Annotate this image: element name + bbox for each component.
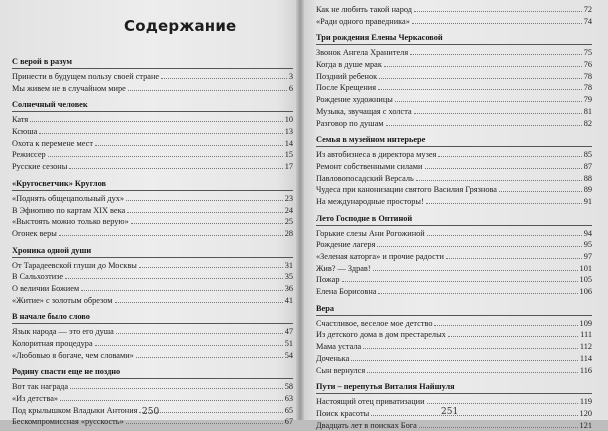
dot-leader: [161, 78, 287, 79]
section-heading: Лето Господне в Оптиной: [316, 213, 413, 223]
dot-leader: [128, 90, 287, 91]
entry-title: Рождение лагеря: [316, 240, 376, 250]
entry-title: «Любовью я богаче, чем словами»: [12, 350, 134, 360]
dot-leader: [363, 348, 578, 349]
toc-entry: [316, 47, 592, 59]
toc-entry: [12, 228, 293, 240]
entry-title: На международные просторы!: [316, 196, 424, 206]
toc-entry: [316, 106, 592, 118]
entry-page-number: 82: [583, 118, 592, 128]
entry-page-number: 31: [284, 260, 293, 270]
dot-leader: [371, 415, 577, 416]
entry-page-number: 116: [579, 365, 592, 375]
dot-leader: [342, 281, 578, 282]
dot-leader: [427, 235, 582, 236]
entry-title: От Тарадеевской глуши до Москвы: [12, 260, 137, 270]
entry-page-number: 120: [579, 408, 592, 418]
toc-entry: [12, 161, 293, 173]
entry-title: Доченька: [316, 353, 350, 363]
entry-title: Чудеса при канонизации святого Василия Грязнова: [316, 185, 497, 195]
section-rule: [12, 378, 293, 379]
entry-title: Двадцать лет в поисках Бога: [316, 420, 417, 430]
toc-entry: [12, 216, 293, 228]
section-heading: Хроника одной души: [12, 245, 92, 255]
toc-entry: [316, 59, 592, 71]
section-rule: [316, 146, 592, 147]
toc-entry: [12, 260, 293, 272]
entry-page-number: 81: [583, 106, 592, 116]
page-title: Содержание: [124, 17, 237, 35]
section-heading: Семья в музейном интерьере: [316, 135, 426, 145]
toc-entry: [12, 338, 293, 350]
entry-title: Когда в душе мрак: [316, 60, 382, 70]
toc-entry: [316, 4, 592, 16]
toc-entry: [316, 228, 592, 240]
toc-entry: [316, 161, 592, 173]
page-number: 250: [142, 407, 160, 417]
toc-entry: [316, 365, 592, 377]
section-heading: Пути – перепутья Виталия Найшуля: [316, 382, 455, 392]
entry-title: Как не любить такой народ: [316, 5, 412, 14]
entry-title: «Зеленая каторга» и прочие радости: [316, 252, 444, 261]
entry-title: «Выстоять можно только верую»: [12, 217, 129, 227]
entry-title: Язык народа — это его душа: [12, 327, 114, 337]
entry-title: Огонек веры: [12, 228, 57, 238]
dot-leader: [95, 345, 283, 346]
dot-leader: [378, 89, 582, 90]
toc-entry: [316, 329, 592, 341]
entry-page-number: 88: [583, 173, 592, 183]
entry-title: О величии Божием: [12, 283, 80, 293]
toc-entry: [12, 126, 293, 138]
dot-leader: [126, 200, 283, 201]
dot-leader: [81, 290, 283, 291]
section-heading: Вера: [316, 303, 334, 313]
entry-page-number: 97: [583, 252, 592, 261]
toc-entry: [316, 274, 592, 286]
dot-leader: [446, 258, 582, 259]
dot-leader: [136, 357, 283, 358]
entry-page-number: 17: [284, 162, 293, 172]
dot-leader: [410, 54, 582, 55]
entry-title: «Ради одного праведника»: [316, 16, 410, 26]
toc-entry: [316, 16, 592, 28]
dot-leader: [448, 336, 578, 337]
dot-leader: [48, 156, 283, 157]
toc-entry: [316, 286, 592, 298]
entry-page-number: 121: [579, 420, 592, 430]
entry-page-number: 95: [583, 240, 592, 250]
entry-title: Ремонт собственными силами: [316, 161, 423, 171]
entry-page-number: 101: [579, 263, 592, 273]
entry-page-number: 112: [579, 342, 592, 352]
dot-leader: [434, 325, 577, 326]
entry-title: Бескомпромиссная «русскость»: [12, 417, 124, 427]
toc-entry: [316, 94, 592, 106]
entry-title: Настоящий отец приватизации: [316, 397, 425, 407]
toc-entry: [316, 118, 592, 130]
dot-leader: [65, 278, 283, 279]
dot-leader: [95, 145, 283, 146]
entry-title: Елена Борисовна: [316, 287, 377, 297]
entry-page-number: 54: [284, 350, 293, 360]
dot-leader: [416, 180, 582, 181]
entry-page-number: 15: [284, 150, 293, 160]
dot-leader: [379, 78, 582, 79]
dot-leader: [367, 372, 578, 373]
section-heading: Три рождения Елены Черкасовой: [316, 33, 443, 43]
entry-title: Рождение художницы: [316, 95, 393, 105]
entry-title: Русские сезоны: [12, 162, 68, 172]
toc-entry: [316, 251, 592, 263]
entry-page-number: 106: [579, 287, 592, 297]
entry-title: Мы живем не в случайном мире: [12, 83, 126, 93]
section-rule: [12, 323, 293, 324]
toc-entry: [316, 173, 592, 185]
entry-page-number: 41: [284, 295, 293, 305]
entry-page-number: 79: [583, 95, 592, 105]
entry-title: Из автобизнеса в директора музея: [316, 150, 437, 160]
entry-page-number: 58: [284, 382, 293, 392]
entry-page-number: 23: [284, 193, 293, 203]
dot-leader: [351, 360, 578, 361]
dot-leader: [414, 11, 582, 12]
section-rule: [12, 68, 293, 69]
toc-entry: [12, 381, 293, 393]
entry-page-number: 75: [583, 48, 592, 58]
section-heading: Солнечный человек: [12, 100, 88, 110]
toc-entry: [12, 83, 293, 95]
toc-entry: [12, 149, 293, 161]
dot-leader: [414, 113, 582, 114]
entry-title: Поиск красоты: [316, 408, 370, 418]
entry-page-number: 114: [579, 353, 592, 363]
entry-title: В Сальхозтизе: [12, 272, 64, 282]
dot-leader: [127, 212, 283, 213]
toc-entry: [316, 420, 592, 431]
page-number: 251: [441, 407, 459, 417]
toc-entry: [12, 205, 293, 217]
dot-leader: [425, 168, 582, 169]
dot-leader: [70, 388, 283, 389]
entry-page-number: 119: [579, 397, 592, 407]
dot-leader: [60, 400, 283, 401]
entry-page-number: 14: [284, 138, 293, 148]
toc-entry: [12, 295, 293, 307]
entry-page-number: 51: [284, 339, 293, 348]
toc-entry: [316, 353, 592, 365]
entry-page-number: 47: [284, 327, 293, 337]
entry-title: Вот так награда: [12, 382, 69, 392]
dot-leader: [438, 156, 581, 157]
dot-leader: [395, 101, 582, 102]
entry-page-number: 87: [583, 161, 592, 171]
dot-leader: [39, 133, 282, 134]
section-rule: [12, 257, 293, 258]
dot-leader: [384, 66, 582, 67]
toc-entry: [316, 82, 592, 94]
toc-entry: [12, 326, 293, 338]
entry-title: Охота к перемене мест: [12, 138, 93, 148]
entry-page-number: 111: [580, 330, 592, 340]
dot-leader: [373, 270, 578, 271]
toc-entry: [316, 71, 592, 83]
entry-title: Принести в будущем пользу своей стране: [12, 72, 160, 81]
entry-page-number: 85: [583, 150, 592, 160]
toc-entry: [316, 318, 592, 330]
book-gutter: [296, 0, 304, 420]
dot-leader: [426, 203, 582, 204]
entry-page-number: 36: [284, 283, 293, 293]
toc-entry: [12, 283, 293, 295]
entry-title: Горькие слезы Ани Рогожиной: [316, 228, 425, 238]
toc-entry: [12, 114, 293, 126]
toc-entry: [316, 184, 592, 196]
entry-title: Музыка, звучащая с холста: [316, 106, 412, 116]
section-heading: В начале было слово: [12, 312, 90, 322]
toc-entry: [12, 71, 293, 83]
entry-title: Мама устала: [316, 342, 362, 352]
entry-page-number: 78: [583, 83, 592, 93]
section-rule: [12, 190, 293, 191]
toc-column-left: [12, 56, 293, 428]
entry-title: «Из детства»: [12, 394, 59, 404]
toc-entry: [12, 193, 293, 205]
section-heading: «Кругосветчик» Круглов: [12, 178, 107, 188]
entry-title: Из детского дома в дом престарелых: [316, 330, 446, 340]
entry-page-number: 105: [579, 275, 592, 285]
entry-page-number: 91: [583, 196, 592, 206]
dot-leader: [30, 121, 282, 122]
entry-page-number: 13: [284, 127, 293, 137]
toc-entry: [316, 341, 592, 353]
section-rule: [316, 393, 592, 394]
entry-title: Ксюша: [12, 127, 38, 137]
right-page: [300, 0, 608, 430]
entry-page-number: 72: [583, 5, 592, 14]
entry-page-number: 94: [583, 228, 592, 238]
entry-title: В Эфиопию по картам XIX века: [12, 205, 126, 215]
toc-entry: [12, 416, 293, 428]
entry-page-number: 24: [284, 205, 293, 215]
entry-title: Катя: [12, 115, 29, 125]
entry-page-number: 78: [583, 71, 592, 81]
entry-title: Сын вернулся: [316, 365, 366, 375]
dot-leader: [69, 168, 282, 169]
entry-page-number: 25: [284, 217, 293, 227]
toc-entry: [316, 196, 592, 208]
entry-page-number: 109: [579, 318, 592, 328]
dot-leader: [378, 293, 577, 294]
toc-entry: [316, 263, 592, 275]
toc-entry: [12, 350, 293, 362]
dot-leader: [126, 423, 283, 424]
entry-page-number: 67: [284, 417, 293, 427]
entry-page-number: 28: [284, 228, 293, 238]
section-heading: С верой в разум: [12, 57, 73, 66]
dot-leader: [59, 235, 283, 236]
toc-entry: [12, 393, 293, 405]
section-rule: [316, 225, 592, 226]
entry-title: Поздний ребенок: [316, 71, 378, 81]
entry-title: Жив? — Здрав!: [316, 263, 371, 273]
dot-leader: [131, 223, 283, 224]
entry-title: Звонок Ангела Хранителя: [316, 48, 409, 58]
dot-leader: [116, 333, 283, 334]
dot-leader: [412, 23, 582, 24]
section-heading: Родину спасти еще не поздно: [12, 367, 121, 377]
toc-entry: [12, 138, 293, 150]
entry-title: «Поднять общецапольный дух»: [12, 193, 125, 203]
section-rule: [316, 315, 592, 316]
dot-leader: [419, 427, 578, 428]
entry-title: После Крещения: [316, 83, 377, 93]
dot-leader: [139, 267, 283, 268]
dot-leader: [377, 246, 581, 247]
entry-page-number: 76: [583, 60, 592, 70]
entry-title: «Житие» с золотым обрезом: [12, 295, 113, 305]
toc-entry: [316, 239, 592, 251]
dot-leader: [427, 403, 578, 404]
entry-page-number: 63: [284, 394, 293, 404]
entry-title: Разговор по душам: [316, 118, 384, 128]
left-page: [0, 0, 300, 427]
entry-page-number: 6: [288, 83, 293, 93]
section-rule: [12, 111, 293, 112]
entry-page-number: 65: [284, 405, 293, 415]
dot-leader: [139, 412, 282, 413]
toc-entry: [12, 271, 293, 283]
dot-leader: [386, 125, 582, 126]
entry-title: Под крылышком Владыки Антония: [12, 405, 138, 415]
entry-title: Павловопосадский Версаль: [316, 173, 414, 183]
toc-entry: [316, 149, 592, 161]
entry-title: Счастливое, веселое мое детство: [316, 318, 433, 328]
entry-title: Пожар: [316, 275, 340, 285]
entry-page-number: 10: [284, 115, 293, 125]
section-rule: [316, 44, 592, 45]
toc-column-right: [316, 4, 592, 431]
entry-title: Режиссер: [12, 150, 46, 160]
dot-leader: [499, 191, 582, 192]
entry-page-number: 74: [583, 16, 592, 26]
entry-page-number: 89: [583, 185, 592, 195]
entry-title: Колоритная процедура: [12, 339, 93, 348]
dot-leader: [115, 302, 283, 303]
entry-page-number: 35: [284, 272, 293, 282]
entry-page-number: 3: [288, 72, 293, 81]
